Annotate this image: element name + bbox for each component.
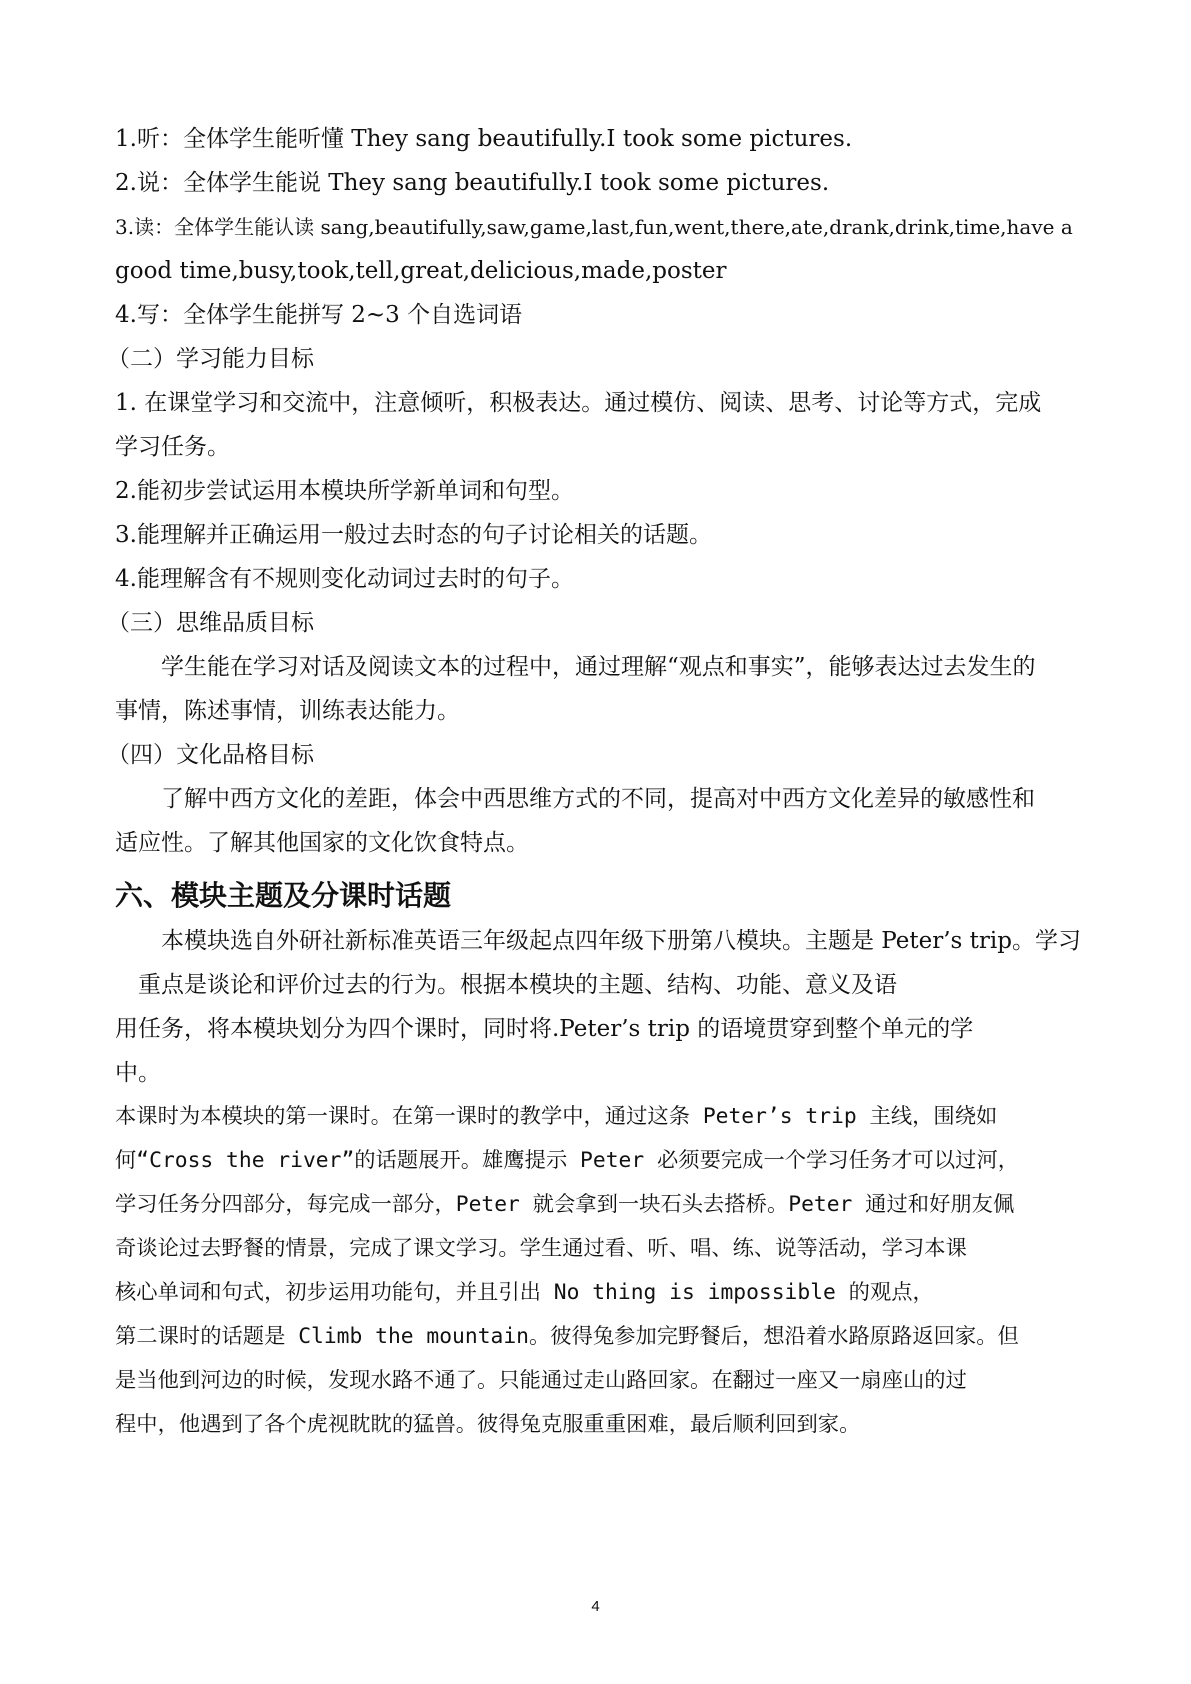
line-2: 2.说：全体学生能说 They sang beautifully.I took some pictures. — [115, 170, 830, 196]
line-30: 程中，他遇到了各个虎视眈眈的猛兽。彼得兔克服重重困难，最后顺利回到家。 — [115, 1412, 861, 1437]
page-number: 4 — [591, 1598, 600, 1615]
line-16: 了解中西方文化的差距，体会中西思维方式的不同，提高对中西方文化差异的敏感性和 — [161, 786, 1035, 812]
line-21: 用任务，将本模块划分为四个课时，同时将.Peter’s trip 的语境贯穿到整个单元的学 — [115, 1016, 974, 1042]
line-8: 学习任务。 — [115, 434, 230, 460]
line-26: 奇谈论过去野餐的情景，完成了课文学习。学生通过看、听、唱、练、说等活动，学习本课 — [115, 1236, 967, 1261]
line-4: good time,busy,took,tell,great,delicious,made,poster — [115, 258, 727, 284]
line-22: 中。 — [115, 1060, 161, 1086]
line-11: 4.能理解含有不规则变化动词过去时的句子。 — [115, 566, 574, 592]
line-1: 1.听：全体学生能听懂 They sang beautifully.I took some pictures. — [115, 126, 853, 152]
line-5: 4.写：全体学生能拼写 2~3 个自选词语 — [115, 302, 523, 328]
line-27: 核心单词和句式，初步运用功能句，并且引出 No thing is impossible 的观点， — [115, 1280, 934, 1305]
line-20: 重点是谈论和评价过去的行为。根据本模块的主题、结构、功能、意义及语 — [138, 972, 897, 998]
line-17: 适应性。了解其他国家的文化饮食特点。 — [115, 830, 529, 856]
line-19: 本模块选自外研社新标准英语三年级起点四年级下册第八模块。主题是 Peter’s trip。学习 — [161, 928, 1081, 954]
line-24: 何“Cross the river”的话题展开。雄鹰提示 Peter 必须要完成一个学习任务才可以过河， — [115, 1148, 1020, 1173]
subheading-2: （二）学习能力目标 — [107, 346, 314, 372]
line-28: 第二课时的话题是 Climb the mountain。彼得兔参加完野餐后，想沿着水路原路返回家。但 — [115, 1324, 1019, 1349]
line-9: 2.能初步尝试运用本模块所学新单词和句型。 — [115, 478, 574, 504]
line-13: 学生能在学习对话及阅读文本的过程中，通过理解“观点和事实”，能够表达过去发生的 — [161, 654, 1036, 680]
subheading-3: （三）思维品质目标 — [107, 610, 314, 636]
line-7: 1. 在课堂学习和交流中，注意倾听，积极表达。通过模仿、阅读、思考、讨论等方式，完成 — [115, 390, 1042, 416]
line-14: 事情，陈述事情，训练表达能力。 — [115, 698, 460, 724]
subheading-4: （四）文化品格目标 — [107, 742, 314, 768]
line-10: 3.能理解并正确运用一般过去时态的句子讨论相关的话题。 — [115, 522, 712, 548]
line-25: 学习任务分四部分，每完成一部分，Peter 就会拿到一块石头去搭桥。Peter 通过和好朋友佩 — [115, 1192, 1015, 1217]
line-3: 3.读：全体学生能认读 sang,beautifully,saw,game,last,fun,went,there,ate,drank,drink,time,have a — [115, 215, 1073, 239]
section-heading: 六、模块主题及分课时话题 — [115, 879, 452, 912]
line-23: 本课时为本模块的第一课时。在第一课时的教学中，通过这条 Peter’s trip 主线，围绕如 — [115, 1104, 998, 1129]
line-29: 是当他到河边的时候，发现水路不通了。只能通过走山路回家。在翻过一座又一扇座山的过 — [115, 1368, 967, 1393]
